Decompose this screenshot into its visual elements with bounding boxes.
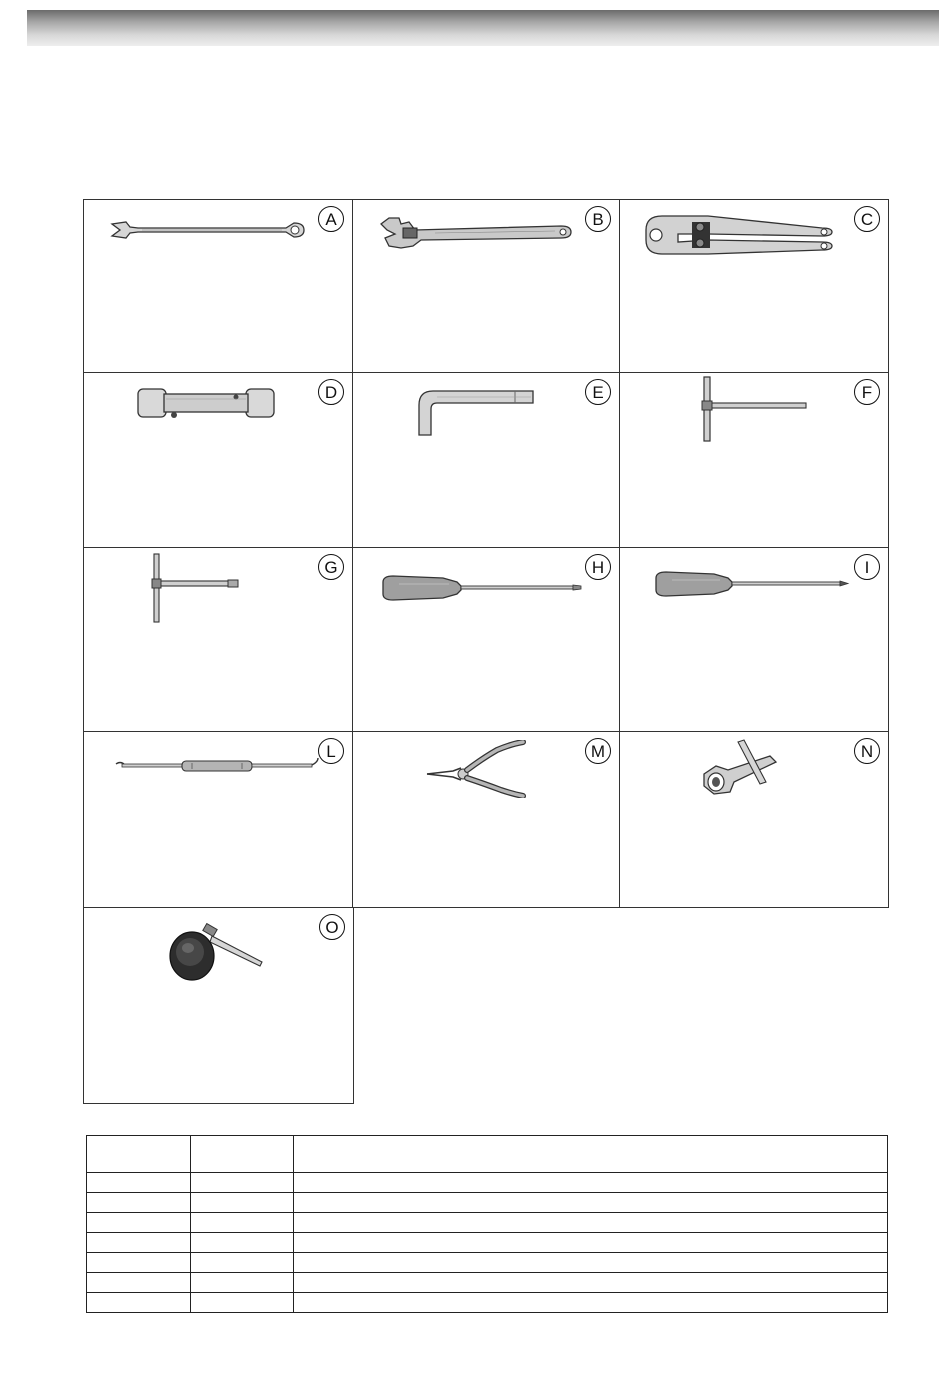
tool-letter-badge: M <box>585 738 611 764</box>
table-row <box>87 1193 888 1213</box>
pin-spanner-icon <box>638 208 838 258</box>
page-header-bar <box>27 10 939 46</box>
table-cell <box>191 1293 294 1313</box>
table-cell <box>294 1293 888 1313</box>
table-cell <box>87 1173 191 1193</box>
tool-letter-badge: D <box>318 379 344 405</box>
table-cell <box>87 1213 191 1233</box>
table-cell <box>87 1293 191 1313</box>
tool-cell-f <box>619 372 889 548</box>
table-header-row <box>87 1136 888 1173</box>
table-cell <box>191 1213 294 1233</box>
tool-letter-badge: N <box>854 738 880 764</box>
circlip-pliers-icon <box>423 740 529 798</box>
combination-wrench-icon <box>108 214 308 246</box>
tool-cell-e <box>352 372 620 548</box>
t-handle-wrench-icon <box>698 375 810 443</box>
table-cell <box>294 1173 888 1193</box>
tool-cell-l <box>83 731 353 908</box>
table-cell <box>87 1193 191 1213</box>
tool-cell-m <box>352 731 620 908</box>
tube-socket-wrench-icon <box>136 385 276 421</box>
t-handle-socket-icon <box>148 552 242 624</box>
tool-cell-g <box>83 547 353 732</box>
table-cell <box>87 1273 191 1293</box>
table-row <box>87 1253 888 1273</box>
table-row <box>87 1213 888 1233</box>
table-header-cell <box>191 1136 294 1173</box>
tool-letter-badge: O <box>319 914 345 940</box>
table-row <box>87 1173 888 1193</box>
tool-letter-badge: A <box>318 206 344 232</box>
tool-letter-badge: E <box>585 379 611 405</box>
tool-cell-i <box>619 547 889 732</box>
tool-cell-c <box>619 199 889 373</box>
tool-cell-d <box>83 372 353 548</box>
table-cell <box>87 1233 191 1253</box>
table-cell <box>191 1233 294 1253</box>
table-row <box>87 1293 888 1313</box>
table-row <box>87 1233 888 1253</box>
tool-cell-b <box>352 199 620 373</box>
tool-spec-table <box>86 1135 888 1313</box>
tool-letter-badge: F <box>854 379 880 405</box>
table-cell <box>294 1213 888 1233</box>
table-cell <box>294 1193 888 1213</box>
table-header-cell <box>294 1136 888 1173</box>
tool-cell-n <box>619 731 889 908</box>
tool-letter-badge: B <box>585 206 611 232</box>
tool-cell-o <box>83 907 354 1104</box>
flat-screwdriver-icon <box>379 574 585 602</box>
table-header-cell <box>87 1136 191 1173</box>
table-cell <box>294 1253 888 1273</box>
tool-letter-badge: C <box>854 206 880 232</box>
double-ended-pick-icon <box>112 756 322 776</box>
table-cell <box>191 1173 294 1193</box>
filter-cap-wrench-icon <box>166 922 270 986</box>
table-cell <box>294 1233 888 1253</box>
tool-letter-badge: H <box>585 554 611 580</box>
tool-cell-h <box>352 547 620 732</box>
table-row <box>87 1273 888 1293</box>
table-cell <box>191 1193 294 1213</box>
table-cell <box>294 1273 888 1293</box>
table-cell <box>191 1273 294 1293</box>
tool-letter-badge: I <box>854 554 880 580</box>
tool-letter-badge: L <box>318 738 344 764</box>
spark-plug-wrench-icon <box>700 738 796 796</box>
table-cell <box>191 1253 294 1273</box>
adjustable-wrench-icon <box>375 208 575 252</box>
tool-letter-badge: G <box>318 554 344 580</box>
hex-key-icon <box>415 385 539 441</box>
tool-cell-a <box>83 199 353 373</box>
table-cell <box>87 1253 191 1273</box>
phillips-screwdriver-icon <box>652 570 852 598</box>
tool-grid <box>83 199 889 1104</box>
